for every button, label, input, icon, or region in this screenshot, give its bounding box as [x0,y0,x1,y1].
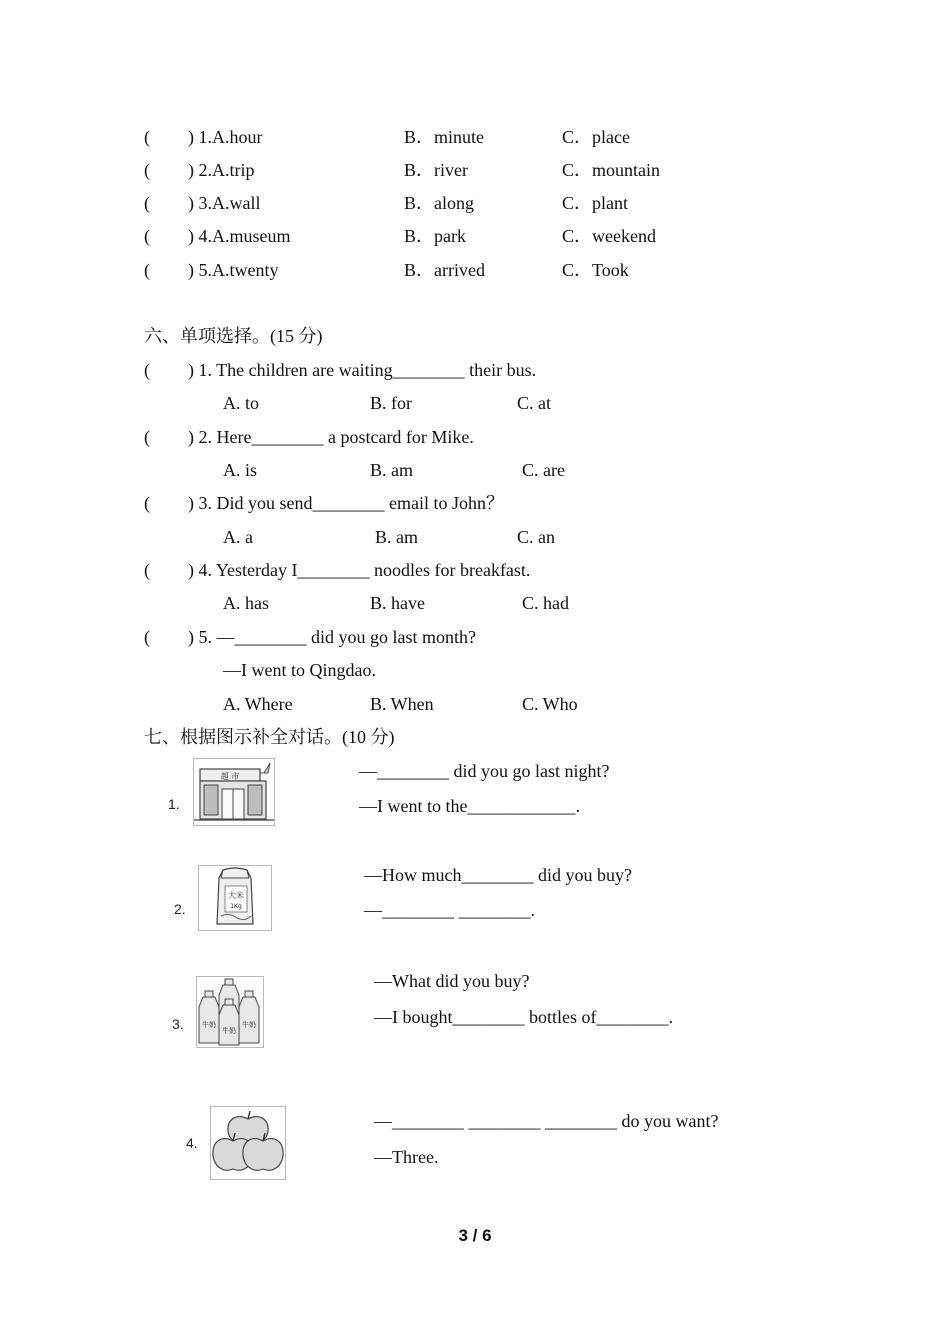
rice-label: 大米 [228,891,244,900]
dialogue-response: —I went to the____________. [359,796,580,816]
answer-paren[interactable]: ( [144,493,150,513]
answer-paren[interactable]: ( [144,226,150,246]
supermarket-sign: 超 市 [220,772,240,781]
dialogue-response: —________ ________. [364,900,535,920]
option-a: ) 5.A.twenty [188,260,279,280]
option-a: A. is [223,460,258,480]
milk-label: 牛奶 [222,1027,236,1035]
dialogue-question: —________ did you go last night? [359,761,610,781]
option-b: B. have [370,593,425,613]
milk-label: 牛奶 [202,1021,216,1029]
option-b: B．arrived [404,260,485,280]
option-c: C．place [562,127,630,147]
option-a: ) 1.A.hour [188,127,263,147]
option-a: A. to [223,393,259,413]
option-b: B. for [370,393,412,413]
answer-paren[interactable]: ( [144,360,150,380]
option-c: C．Took [562,260,629,280]
option-c: C. had [522,593,569,613]
option-a: A. a [223,527,253,547]
question-stem: ) 5. —________ did you go last month? [188,627,476,647]
milk-bottles-picture [196,976,264,1048]
option-b: B. am [375,527,418,547]
page-number: 3 / 6 [458,1226,492,1245]
option-b: B．park [404,226,466,246]
option-b: B．minute [404,127,485,147]
answer-paren[interactable]: ( [144,160,150,180]
dialogue-question: —________ ________ ________ do you want? [374,1111,719,1131]
option-c: C. Who [522,694,578,714]
rice-bag-picture [198,865,272,931]
option-b: B．along [404,193,475,213]
item-number: 2. [174,901,186,917]
option-a: ) 3.A.wall [188,193,261,213]
option-c: C. an [517,527,555,547]
answer-paren[interactable]: ( [144,627,150,647]
section-title: 六、单项选择。(15 分) [144,326,323,346]
option-b: B. When [370,694,434,714]
option-a: A. has [223,593,269,613]
option-c: C．mountain [562,160,661,180]
answer-paren[interactable]: ( [144,260,150,280]
option-a: ) 4.A.museum [188,226,291,246]
answer-paren[interactable]: ( [144,560,150,580]
question-stem: ) 4. Yesterday I________ noodles for breakfast. [188,560,531,580]
milk-label: 牛奶 [242,1021,256,1029]
dialogue-question: —How much________ did you buy? [364,865,632,885]
answer-paren[interactable]: ( [144,427,150,447]
weight-label: 1Kg [230,903,242,910]
answer-paren[interactable]: ( [144,193,150,213]
question-stem: ) 3. Did you send________ email to John？ [188,493,504,513]
option-c: C．plant [562,193,629,213]
option-c: C. at [517,393,551,413]
dialogue-response: —I bought________ bottles of________. [374,1007,673,1027]
dialogue-response: —Three. [374,1147,439,1167]
supermarket-picture [193,758,275,826]
option-c: C. are [522,460,565,480]
option-b: B. am [370,460,413,480]
question-stem: ) 1. The children are waiting________ their bus. [188,360,537,380]
apples-picture [210,1106,286,1180]
option-c: C．weekend [562,226,656,246]
answer-paren[interactable]: ( [144,127,150,147]
option-a: A. Where [223,694,293,714]
option-b: B．river [404,160,468,180]
item-number: 3. [172,1016,184,1032]
question-stem: ) 2. Here________ a postcard for Mike. [188,427,474,447]
item-number: 1. [168,796,180,812]
item-number: 4. [186,1135,198,1151]
dialogue-question: —What did you buy? [374,971,530,991]
option-a: ) 2.A.trip [188,160,255,180]
answer-line: —I went to Qingdao. [223,660,376,680]
section-title: 七、根据图示补全对话。(10 分) [144,727,395,747]
